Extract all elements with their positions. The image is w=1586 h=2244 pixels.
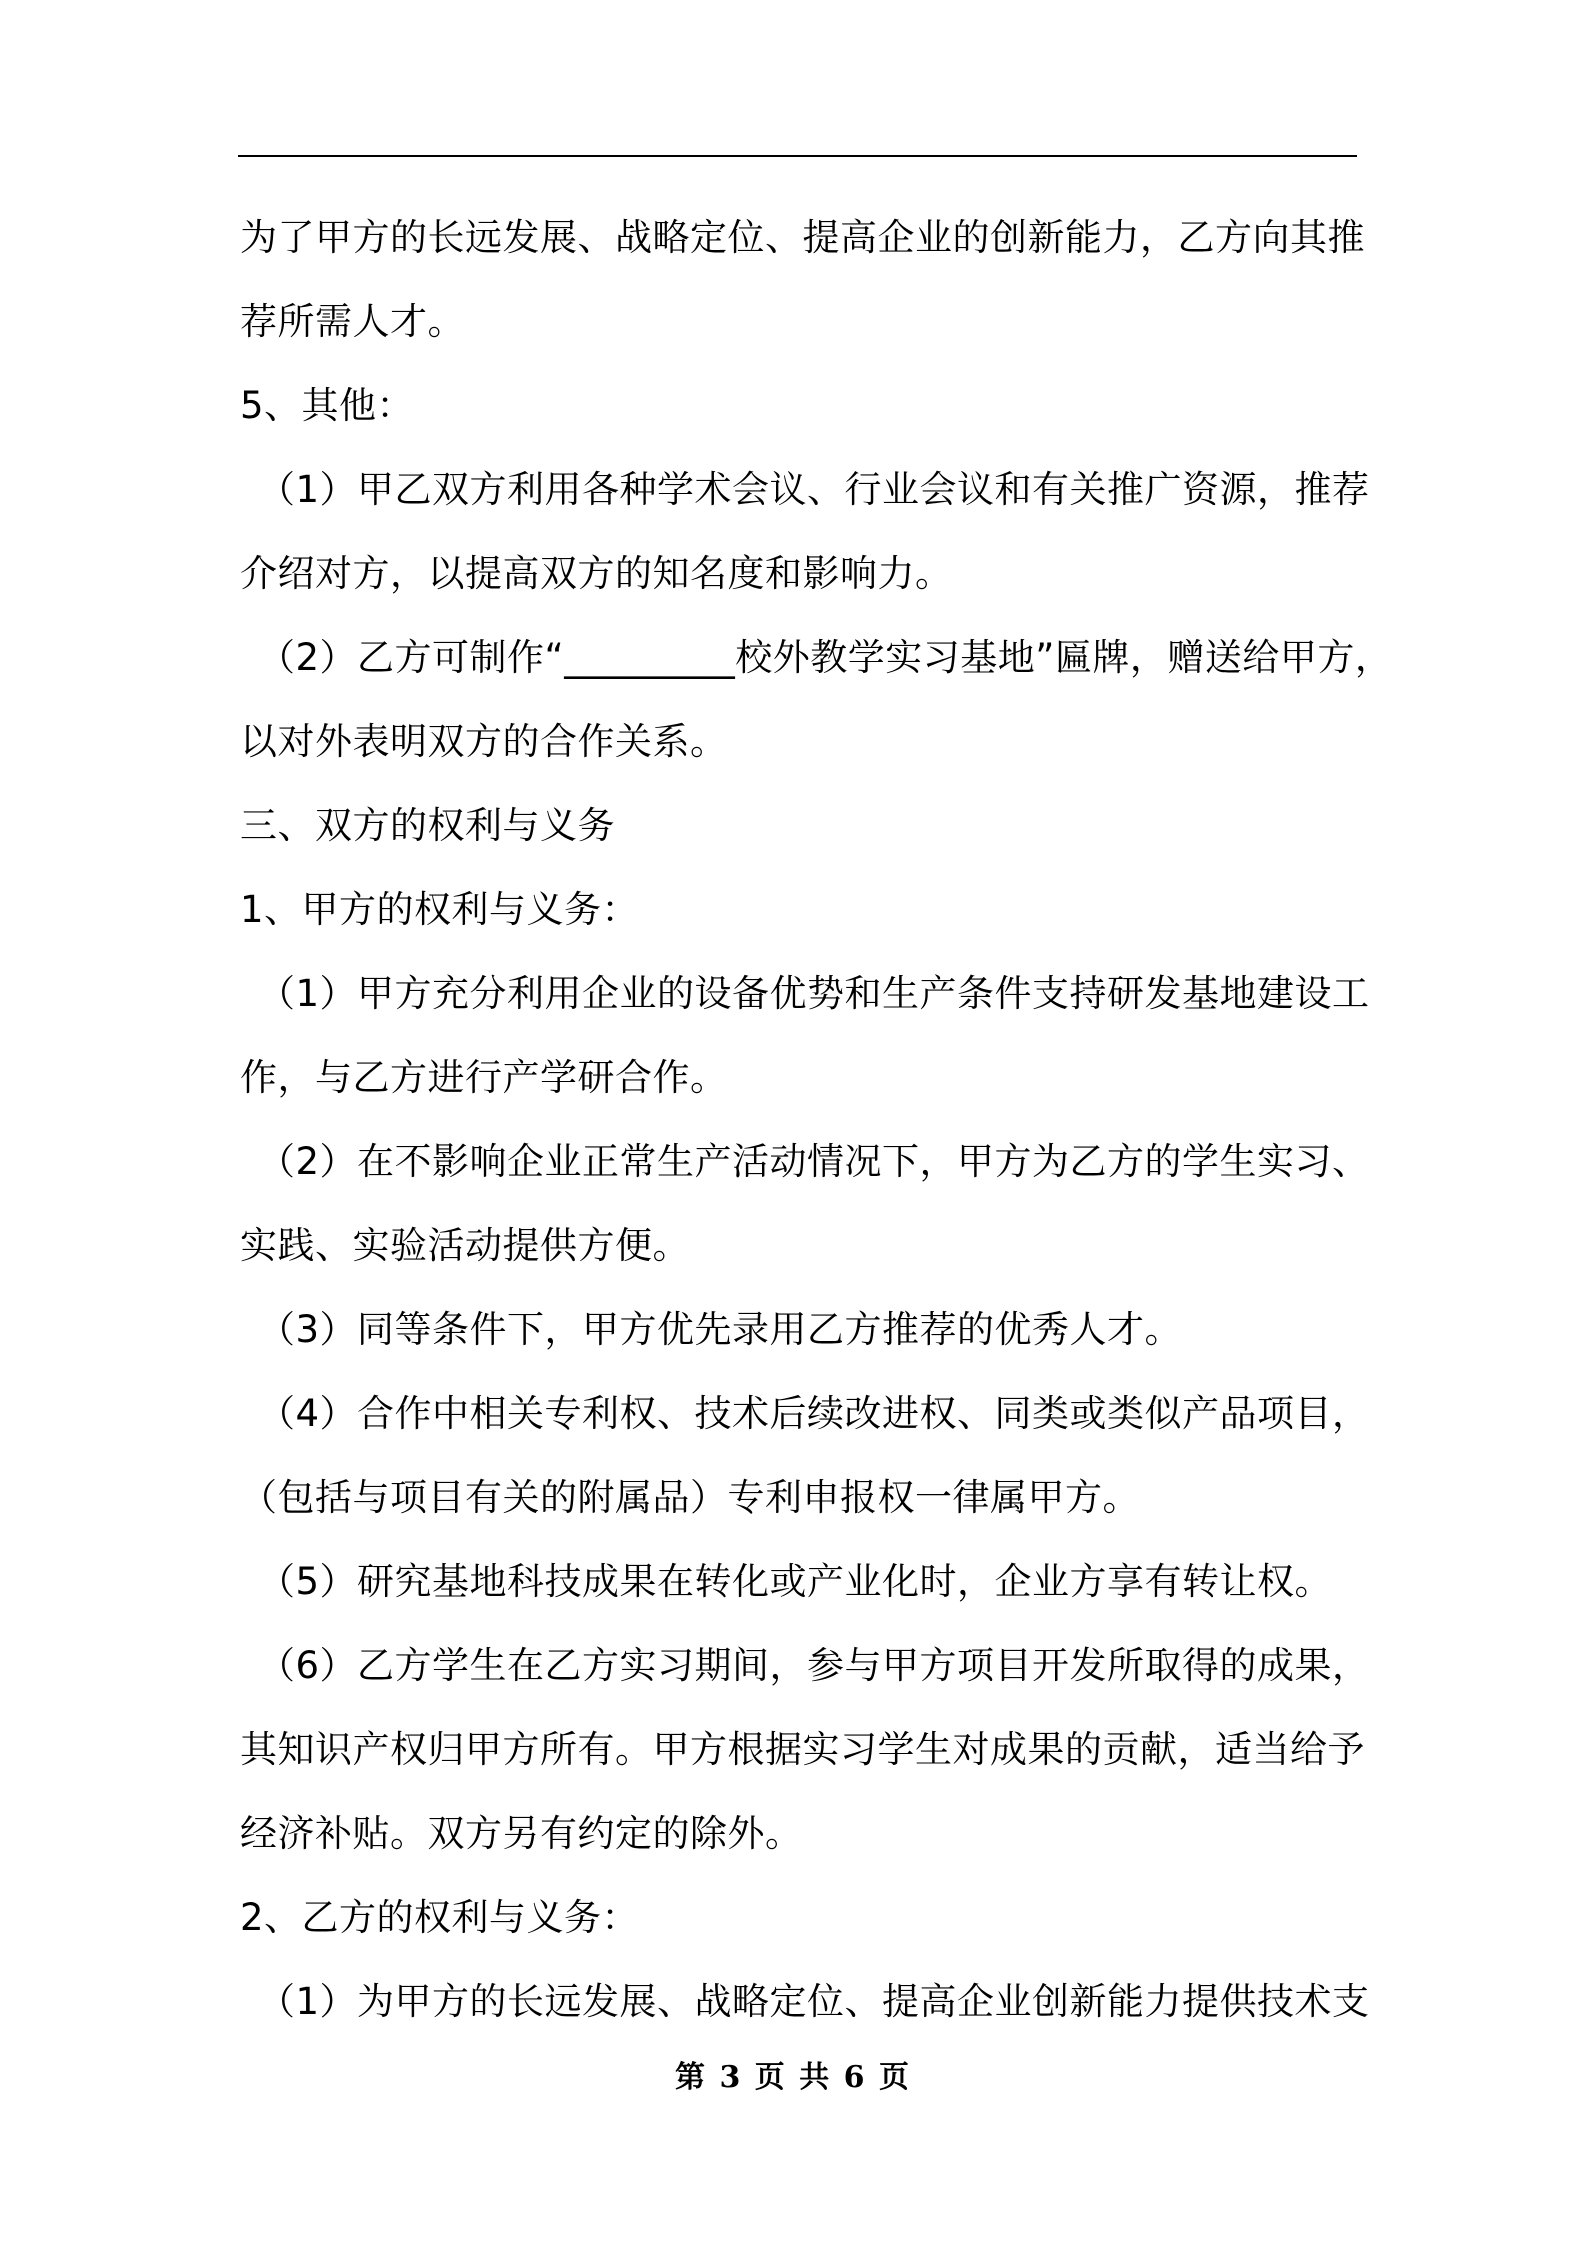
section-heading: 三、双方的权利与义务: [240, 804, 615, 847]
paragraph-line: （1）甲乙双方利用各种学术会议、行业会议和有关推广资源，推荐: [258, 468, 1370, 511]
header-rule: [238, 155, 1357, 157]
paragraph-line: （6）乙方学生在乙方实习期间，参与甲方项目开发所取得的成果，: [258, 1644, 1370, 1687]
paragraph-line: （4）合作中相关专利权、技术后续改进权、同类或类似产品项目，: [258, 1392, 1370, 1435]
paragraph-line: （1）甲方充分利用企业的设备优势和生产条件支持研发基地建设工: [258, 972, 1370, 1015]
paragraph-line: （包括与项目有关的附属品）专利申报权一律属甲方。: [240, 1476, 1140, 1519]
section-heading: 1、甲方的权利与义务：: [240, 888, 640, 931]
paragraph-line: （2）在不影响企业正常生产活动情况下，甲方为乙方的学生实习、: [258, 1140, 1370, 1183]
paragraph-line: （3）同等条件下，甲方优先录用乙方推荐的优秀人才。: [258, 1308, 1183, 1351]
section-heading: 5、其他：: [240, 384, 415, 427]
paragraph-line: 实践、实验活动提供方便。: [240, 1224, 690, 1267]
paragraph-line: 荐所需人才。: [240, 300, 465, 343]
paragraph-line: 为了甲方的长远发展、战略定位、提高企业的创新能力，乙方向其推: [240, 216, 1365, 259]
page-number: 第 3 页 共 6 页: [675, 2060, 911, 2095]
paragraph-line: （5）研究基地科技成果在转化或产业化时，企业方享有转让权。: [258, 1560, 1333, 1603]
paragraph-line: 介绍对方，以提高双方的知名度和影响力。: [240, 552, 953, 595]
paragraph-line: 以对外表明双方的合作关系。: [240, 720, 728, 763]
document-body: [240, 196, 1393, 2044]
paragraph-line: （2）乙方可制作“_________校外教学实习基地”匾牌，赠送给甲方，: [258, 636, 1393, 679]
paragraph-line: （1）为甲方的长远发展、战略定位、提高企业创新能力提供技术支: [258, 1980, 1370, 2023]
paragraph-line: 作，与乙方进行产学研合作。: [240, 1056, 728, 1099]
paragraph-line: 其知识产权归甲方所有。甲方根据实习学生对成果的贡献，适当给予: [240, 1728, 1365, 1771]
section-heading: 2、乙方的权利与义务：: [240, 1896, 640, 1939]
paragraph-line: 经济补贴。双方另有约定的除外。: [240, 1812, 803, 1855]
